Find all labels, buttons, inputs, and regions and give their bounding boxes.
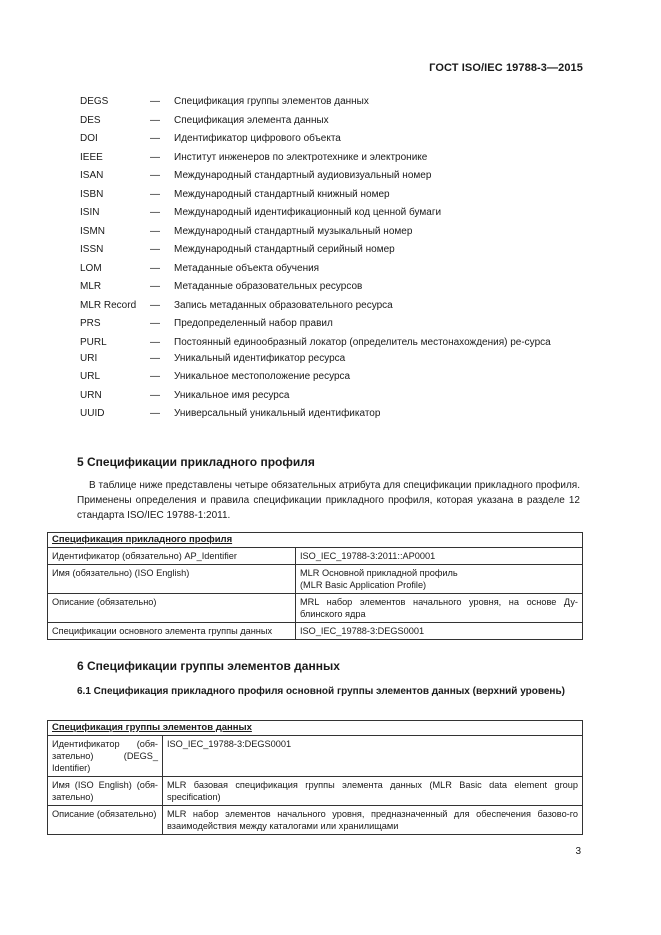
abbreviation-term: URI [80, 352, 98, 364]
abbreviation-dash: — [150, 371, 160, 382]
abbreviation-dash: — [150, 281, 160, 292]
abbreviation-row [80, 336, 580, 349]
abbreviation-dash: — [150, 151, 160, 163]
table-row [48, 806, 583, 835]
row-value: MRL набор элементов начального уровня, на основе Ду-блинского ядра [296, 594, 583, 623]
table-header: Спецификация прикладного профиля [48, 533, 583, 548]
abbreviation-def: Международный стандартный музыкальный номер [174, 225, 413, 237]
row-value: MLR набор элементов начального уровня, предназначенный для обеспечения базово-го взаимодействия между каталогами или хранилищами [163, 806, 583, 835]
row-value: MLR Основной прикладной профиль (MLR Basic Application Profile) [296, 565, 583, 594]
abbreviation-row [80, 169, 580, 182]
abbreviation-dash: — [150, 336, 160, 348]
abbreviation-dash: — [150, 352, 160, 364]
section-6-1-title: 6.1 Спецификация прикладного профиля основной группы элементов данных (верхний уровень) [77, 686, 565, 697]
abbreviation-dash: — [150, 133, 160, 144]
abbreviation-term: MLR Record [80, 299, 137, 311]
abbreviation-def: Международный стандартный серийный номер [174, 244, 395, 255]
row-label: Имя (ISO English) (обя-зательно) [48, 777, 163, 806]
abbreviation-term: ISBN [80, 188, 104, 200]
abbreviation-term: ISSN [80, 244, 104, 255]
table-row [48, 548, 583, 565]
abbreviation-dash: — [150, 408, 160, 419]
abbreviation-list [80, 95, 580, 426]
abbreviation-row [80, 299, 580, 312]
table-row [48, 623, 583, 640]
abbreviation-dash: — [150, 96, 160, 107]
abbreviation-term: DOI [80, 133, 98, 144]
abbreviation-term: ISAN [80, 170, 104, 181]
abbreviation-term: PURL [80, 336, 107, 348]
row-value: MLR базовая спецификация группы элемента данных (MLR Basic data element group specification) [163, 777, 583, 806]
abbreviation-term: DES [80, 114, 101, 126]
table-header: Спецификация группы элементов данных [48, 721, 583, 736]
row-value: ISO_IEC_19788-3:DEGS0001 [296, 623, 583, 640]
abbreviation-term: IEEE [80, 151, 103, 163]
abbreviation-row [80, 151, 580, 164]
abbreviation-row [80, 317, 580, 330]
section-6-title: 6 Спецификации группы элементов данных [77, 659, 340, 673]
abbreviation-def: Постоянный единообразный локатор (определитель местонахождения) ре-сурса [174, 336, 551, 348]
section-5-title: 5 Спецификации прикладного профиля [77, 455, 315, 469]
abbreviation-term: UUID [80, 408, 105, 419]
section-5-paragraph: В таблице ниже представлены четыре обязательных атрибута для спецификации прикладного профиля. Применены определения и правила спецификации прикладного профиля, которая указана в разделе 12 стандарта ISO/IEC 19788-1:2011. [77, 480, 580, 521]
abbreviation-row [80, 95, 580, 108]
abbreviation-row [80, 280, 580, 293]
row-label: Описание (обязательно) [48, 806, 163, 835]
abbreviation-def: Международный стандартный аудиовизуальный номер [174, 170, 432, 181]
table-row [48, 777, 583, 806]
abbreviation-term: LOM [80, 262, 102, 274]
abbreviation-term: ISMN [80, 225, 105, 237]
abbreviation-dash: — [150, 225, 160, 237]
row-label: Спецификации основного элемента группы данных [48, 623, 296, 640]
abbreviation-row [80, 370, 580, 383]
abbreviation-dash: — [150, 207, 160, 218]
application-profile-table [47, 532, 583, 640]
abbreviation-def: Метаданные объекта обучения [174, 262, 320, 274]
abbreviation-row [80, 407, 580, 420]
abbreviation-row [80, 352, 580, 365]
abbreviation-def: Уникальное имя ресурса [174, 389, 290, 401]
document-code: ГОСТ ISO/IEC 19788-3—2015 [429, 62, 583, 74]
abbreviation-def: Спецификация элемента данных [174, 114, 329, 126]
abbreviation-dash: — [150, 114, 160, 126]
abbreviation-term: PRS [80, 318, 101, 329]
abbreviation-term: MLR [80, 281, 102, 292]
abbreviation-def: Спецификация группы элементов данных [174, 96, 369, 107]
abbreviation-dash: — [150, 188, 160, 200]
abbreviation-term: ISIN [80, 207, 100, 218]
abbreviation-dash: — [150, 318, 160, 329]
abbreviation-dash: — [150, 389, 160, 401]
abbreviation-row [80, 132, 580, 145]
table-row [48, 565, 583, 594]
row-value: ISO_IEC_19788-3:2011::AP0001 [296, 548, 583, 565]
abbreviation-term: DEGS [80, 96, 109, 107]
row-value: ISO_IEC_19788-3:DEGS0001 [163, 736, 583, 777]
abbreviation-def: Международный стандартный книжный номер [174, 188, 390, 200]
abbreviation-def: Предопределенный набор правил [174, 318, 333, 329]
table-row [48, 594, 583, 623]
row-label: Описание (обязательно) [48, 594, 296, 623]
abbreviation-dash: — [150, 299, 160, 311]
abbreviation-dash: — [150, 170, 160, 181]
abbreviation-def: Метаданные образовательных ресурсов [174, 281, 363, 292]
abbreviation-def: Универсальный уникальный идентификатор [174, 408, 381, 419]
abbreviation-row [80, 206, 580, 219]
data-element-group-table [47, 720, 583, 835]
abbreviation-row [80, 262, 580, 275]
abbreviation-dash: — [150, 262, 160, 274]
row-label: Имя (обязательно) (ISO English) [48, 565, 296, 594]
page-number: 3 [575, 846, 581, 857]
abbreviation-row [80, 225, 580, 238]
abbreviation-def: Международный идентификационный код ценной бумаги [174, 207, 442, 218]
abbreviation-term: URL [80, 371, 101, 382]
abbreviation-def: Институт инженеров по электротехнике и электронике [174, 151, 428, 163]
table-row [48, 736, 583, 777]
abbreviation-def: Идентификатор цифрового объекта [174, 133, 341, 144]
abbreviation-term: URN [80, 389, 102, 401]
abbreviation-row [80, 243, 580, 256]
abbreviation-def: Уникальный идентификатор ресурса [174, 352, 346, 364]
abbreviation-row [80, 114, 580, 127]
abbreviation-def: Запись метаданных образовательного ресурса [174, 299, 393, 311]
row-label: Идентификатор (обя-зательно) (DEGS_ Identifier) [48, 736, 163, 777]
abbreviation-row [80, 188, 580, 201]
abbreviation-dash: — [150, 244, 160, 255]
row-label: Идентификатор (обязательно) AP_Identifier [48, 548, 296, 565]
abbreviation-row [80, 389, 580, 402]
abbreviation-def: Уникальное местоположение ресурса [174, 371, 351, 382]
